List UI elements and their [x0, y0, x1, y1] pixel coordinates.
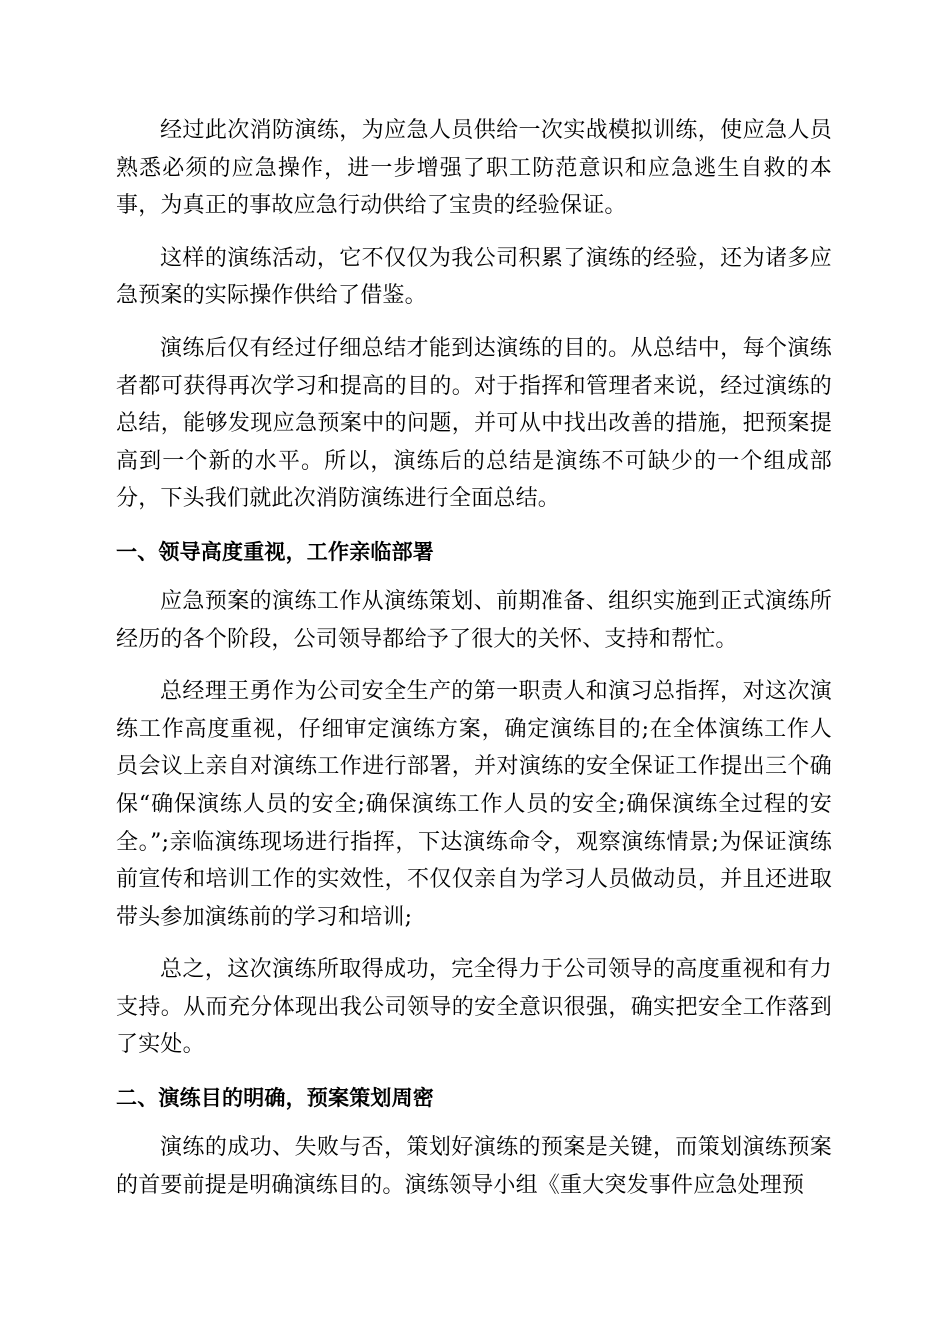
paragraph-drill-benefit: 经过此次消防演练，为应急人员供给一次实战模拟训练，使应急人员熟悉必须的应急操作，进一步增强了职工防范意识和应急逃生自救的本事，为真正的事故应急行动供给了宝贵的经验保证。 — [116, 118, 832, 219]
paragraph-leadership-support: 应急预案的演练工作从演练策划、前期准备、组织实施到正式演练所经历的各个阶段，公司领导都给予了很大的关怀、支持和帮忙。 — [116, 588, 832, 652]
paragraph-planning: 演练的成功、失败与否，策划好演练的预案是关键，而策划演练预案的首要前提是明确演练目的。演练领导小组《重大突发事件应急处理预 — [116, 1135, 832, 1198]
section-heading-leadership: 一、领导高度重视，工作亲临部署 — [116, 539, 434, 564]
section-heading-planning: 二、演练目的明确，预案策划周密 — [116, 1086, 434, 1111]
paragraph-general-manager: 总经理王勇作为公司安全生产的第一职责人和演习总指挥，对这次演练工作高度重视，仔细审定演练方案，确定演练目的;在全体演练工作人员会议上亲自对演练工作进行部署，并对演练的安全保证工作提出三个确保“确保演练人员的安全;确保演练工作人员的安全;确保演练全过程的安全。”;亲临演练现场进行指挥，下达演练命令，观察演练情景;为保证演练前宣传和培训工作的实效性，不仅仅亲自为学习人员做动员，并且还进取带头参加演练前的学习和培训; — [116, 679, 832, 930]
paragraph-summary-purpose: 演练后仅有经过仔细总结才能到达演练的目的。从总结中，每个演练者都可获得再次学习和提高的目的。对于指挥和管理者来说，经过演练的总结，能够发现应急预案中的问题，并可从中找出改善的措施，把预案提高到一个新的水平。所以，演练后的总结是演练不可缺少的一个组成部分，下头我们就此次消防演练进行全面总结。 — [116, 335, 832, 512]
document-page — [116, 112, 832, 1219]
paragraph-experience: 这样的演练活动，它不仅仅为我公司积累了演练的经验，还为诸多应急预案的实际操作供给了借鉴。 — [116, 245, 832, 309]
paragraph-conclusion: 总之，这次演练所取得成功，完全得力于公司领导的高度重视和有力支持。从而充分体现出我公司领导的安全意识很强，确实把安全工作落到了实处。 — [116, 957, 832, 1058]
